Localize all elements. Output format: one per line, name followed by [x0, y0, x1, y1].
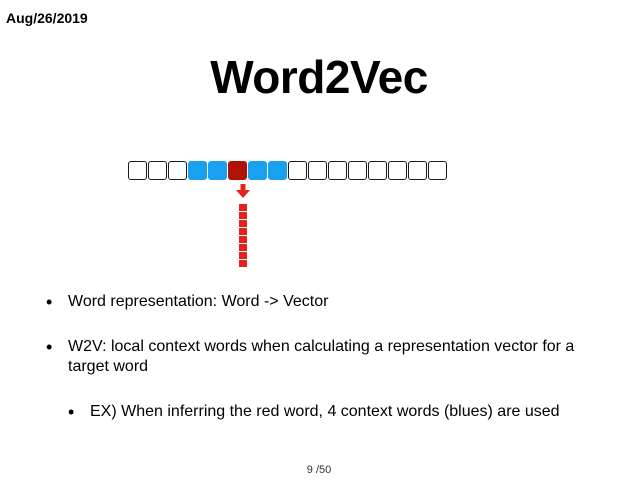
context-word-cell: [248, 161, 267, 180]
vector-cell: [239, 228, 247, 235]
word-cell: [328, 161, 347, 180]
word-cell: [348, 161, 367, 180]
word-cell: [288, 161, 307, 180]
word-cell: [168, 161, 187, 180]
bullet-word-representation: • Word representation: Word -> Vector: [68, 292, 608, 312]
arrow-down-icon: [236, 184, 250, 198]
vector-cell: [239, 236, 247, 243]
word-sequence: [128, 161, 447, 180]
word-cell: [408, 161, 427, 180]
representation-vector: [239, 204, 247, 267]
vector-cell: [239, 220, 247, 227]
slide-title: Word2Vec: [210, 51, 428, 103]
word-cell: [388, 161, 407, 180]
bullet-example: • EX) When inferring the red word, 4 context words (blues) are used: [90, 402, 590, 422]
vector-cell: [239, 212, 247, 219]
word-cell: [308, 161, 327, 180]
slide-date: Aug/26/2019: [6, 10, 88, 26]
context-word-cell: [208, 161, 227, 180]
word-cell: [128, 161, 147, 180]
vector-cell: [239, 252, 247, 259]
word-cell: [428, 161, 447, 180]
context-word-cell: [188, 161, 207, 180]
bullet-w2v-context: • W2V: local context words when calculating a representation vector for a target word: [68, 337, 608, 377]
word-cell: [148, 161, 167, 180]
vector-cell: [239, 244, 247, 251]
word-cell: [368, 161, 387, 180]
context-word-cell: [268, 161, 287, 180]
vector-cell: [239, 260, 247, 267]
page-number: 9 /50: [306, 464, 332, 476]
vector-cell: [239, 204, 247, 211]
target-word-cell: [228, 161, 247, 180]
